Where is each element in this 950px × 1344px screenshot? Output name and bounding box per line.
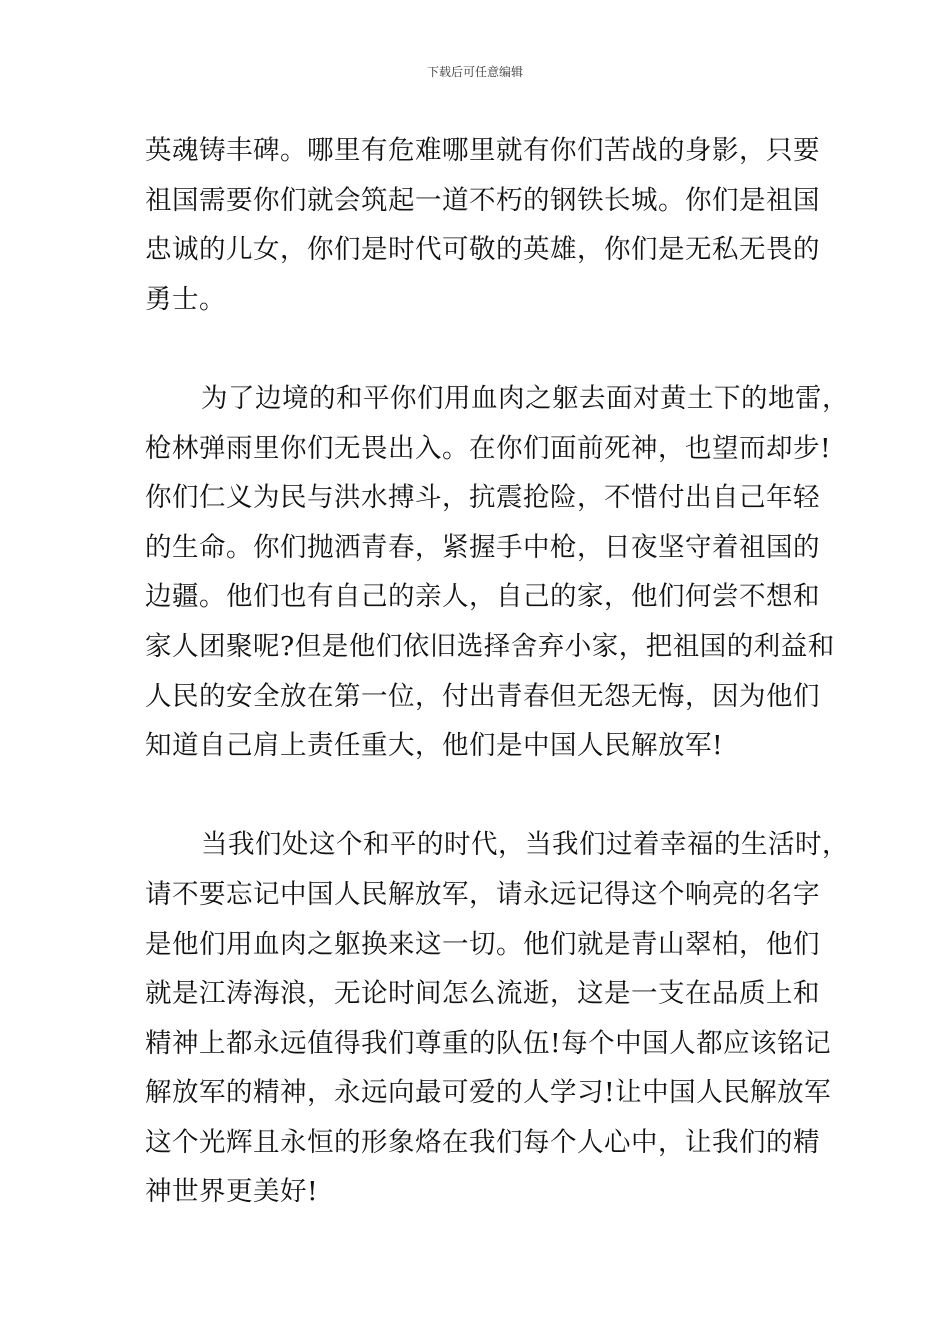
text-line: 这个光辉且永恒的形象烙在我们每个人心中，让我们的精 [145, 1126, 820, 1158]
text-line: 请不要忘记中国人民解放军，请永远记得这个响亮的名字 [145, 878, 820, 910]
text-line: 祖国需要你们就会筑起一道不朽的钢铁长城。你们是祖国 [145, 184, 820, 216]
text-line: 你们仁义为民与洪水搏斗，抗震抢险，不惜付出自己年轻 [145, 482, 820, 514]
paragraph-3 [145, 820, 849, 1217]
text-line: 忠诚的儿女，你们是时代可敬的英雄，你们是无私无畏的 [145, 234, 820, 266]
text-line: 精神上都永远值得我们尊重的队伍!每个中国人都应该铭记 [145, 1027, 832, 1059]
text-line: 人民的安全放在第一位，付出青春但无怨无悔，因为他们 [145, 680, 820, 712]
text-line: 英魂铸丰碑。哪里有危难哪里就有你们苦战的身影，只要 [145, 135, 820, 166]
text-line: 枪林弹雨里你们无畏出入。在你们面前死神，也望而却步! [145, 432, 832, 464]
text-line: 解放军的精神，永远向最可爱的人学习!让中国人民解放军 [145, 1077, 832, 1109]
paragraph-spacer [145, 324, 810, 374]
text-line: 就是江涛海浪，无论时间怎么流逝，这是一支在品质上和 [145, 978, 820, 1010]
text-line: 知道自己肩上责任重大，他们是中国人民解放军! [145, 730, 724, 762]
document-body [145, 126, 849, 1217]
paragraph-1 [145, 126, 820, 324]
text-line: 是他们用血肉之躯换来这一切。他们就是青山翠柏，他们 [145, 928, 820, 960]
paragraph-2 [145, 374, 849, 771]
text-line: 神世界更美好! [145, 1176, 319, 1208]
text-line: 家人团聚呢?但是他们依旧选择舍弃小家，把祖国的利益和 [145, 630, 835, 662]
text-line: 为了边境的和平你们用血肉之躯去面对黄土下的地雷， [201, 382, 849, 414]
page-header: 下载后可任意编辑 [426, 65, 523, 79]
text-line: 的生命。你们抛洒青春，紧握手中枪，日夜坚守着祖国的 [145, 531, 820, 563]
text-line: 边疆。他们也有自己的亲人，自己的家，他们何尝不想和 [145, 581, 820, 613]
text-line: 勇士。 [145, 283, 226, 315]
paragraph-spacer [145, 771, 810, 821]
text-line: 当我们处这个和平的时代，当我们过着幸福的生活时， [201, 829, 849, 861]
